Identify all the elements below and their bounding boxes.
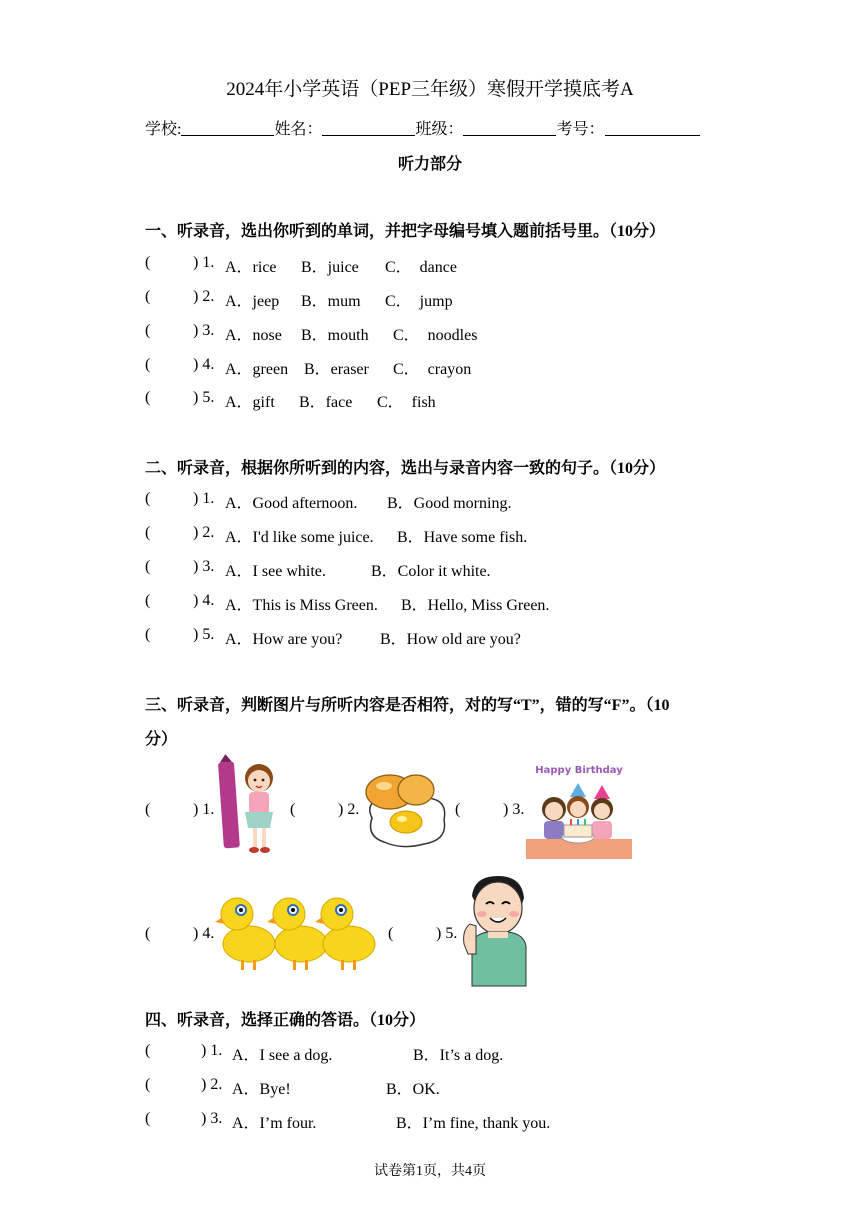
answer-bracket[interactable]: ( [145,322,151,339]
answer-bracket[interactable]: ( [388,925,394,942]
section-3-heading: 三、听录音，判断图片与所听内容是否相符，对的写“T”，错的写“F”。（10 [145,697,670,714]
name-blank[interactable] [322,119,415,136]
number-blank[interactable] [605,119,700,136]
answer-bracket[interactable]: ( [145,925,151,942]
class-label: 班级： [415,121,464,138]
answer-bracket[interactable]: ( [145,801,151,818]
answer-bracket[interactable]: ( [145,356,151,373]
student-info-line [145,116,700,139]
answer-bracket[interactable]: ( [455,801,461,818]
smiling-man-image [462,874,534,988]
answer-bracket[interactable]: ( [290,801,296,818]
answer-bracket[interactable]: ( [145,524,151,541]
ducklings-image [217,888,377,974]
answer-bracket[interactable]: ( [145,558,151,575]
school-blank[interactable] [181,119,274,136]
answer-bracket[interactable]: ( [145,1076,151,1093]
answer-bracket[interactable]: ( [145,626,151,643]
section-1-heading: 一、听录音，选出你听到的单词，并把字母编号填入题前括号里。（10分） [145,223,666,240]
answer-bracket[interactable]: ( [145,288,151,305]
section-3-heading-cont: 分） [145,731,178,748]
answer-bracket[interactable]: ( [145,1042,151,1059]
section-4-heading: 四、听录音，选择正确的答语。（10分） [145,1012,426,1029]
name-label: 姓名： [274,121,323,138]
girl-with-crayon-image [215,756,277,858]
birthday-party-image [526,761,632,859]
answer-bracket[interactable]: ( [145,389,151,406]
page-footer: 试卷第1页，共4页 [374,1164,486,1179]
number-label: 考号： [556,121,605,138]
section-2-heading: 二、听录音，根据你所听到的内容，选出与录音内容一致的句子。（10分） [145,460,666,477]
eggs-image [362,770,452,850]
answer-bracket[interactable]: ( [145,254,151,271]
listening-section-label: 听力部分 [397,156,462,173]
answer-bracket[interactable]: ( [145,1110,151,1127]
page-title: 2024年小学英语（PEP三年级）寒假开学摸底考A [226,79,634,100]
birthday-banner-text: Happy Birthday [535,765,623,776]
answer-bracket[interactable]: ( [145,490,151,507]
answer-bracket[interactable]: ( [145,592,151,609]
class-blank[interactable] [463,119,556,136]
school-label: 学校: [145,121,182,138]
